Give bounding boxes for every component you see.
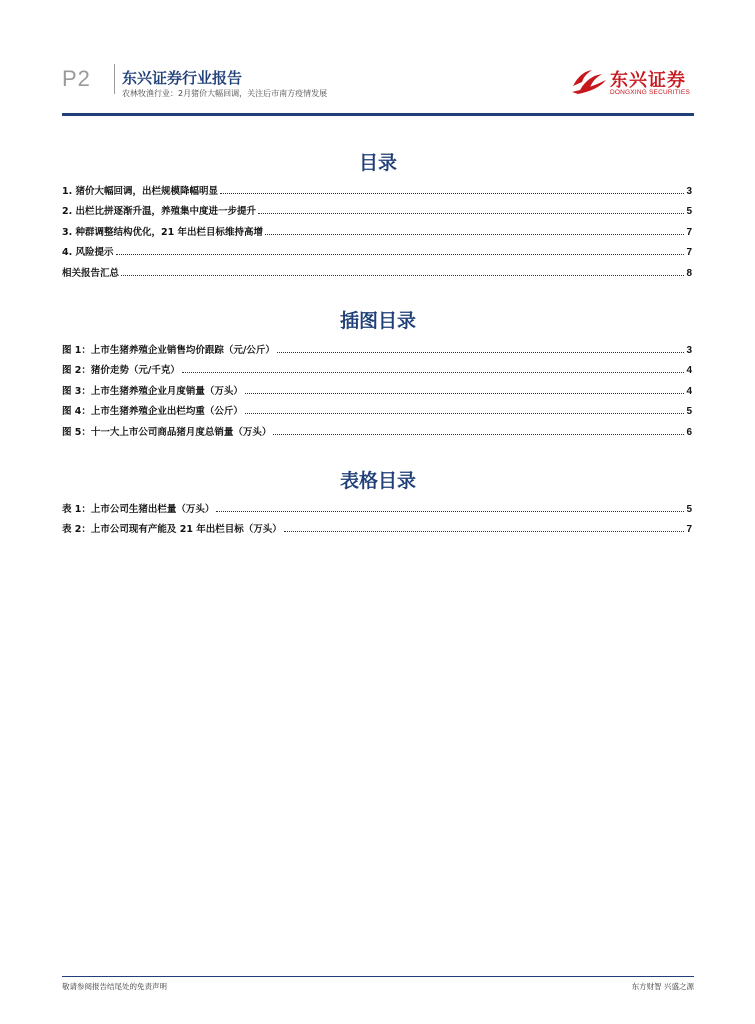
footer-disclaimer: 敬请参阅报告结尾处的免责声明 [62,982,167,991]
leader-dots [116,254,685,255]
leader-dots [182,372,685,373]
toc-entry-label: 4. 风险提示 [62,247,114,258]
figure-entry-label: 图 5：十一大上市公司商品猪月度总销量（万头） [62,426,272,438]
table-entry-page: 5 [686,503,692,515]
figure-entry-page: 6 [686,426,692,438]
footer-slogan: 东方财智 兴盛之源 [631,982,694,991]
leader-dots [121,275,684,276]
figure-entry[interactable] [62,376,692,397]
logo-subtext: DONGXING SECURITIES [610,89,691,96]
toc-entry-page: 8 [686,267,692,279]
table-entry-label: 表 2：上市公司现有产能及 21 年出栏目标（万头） [62,524,282,535]
figure-entry[interactable] [62,335,692,356]
figure-entry[interactable] [62,417,692,438]
leader-dots [284,531,685,532]
table-entry[interactable] [62,494,692,515]
figure-entry-page: 5 [686,406,692,417]
figure-entry-label: 图 4：上市生猪养殖企业出栏均重（公斤） [62,406,243,417]
table-entry[interactable] [62,515,692,536]
figure-entry-page: 4 [686,385,692,397]
tables-list [62,494,692,535]
table-entry-label: 表 1：上市公司生猪出栏量（万头） [62,503,215,515]
toc-entry-page: 5 [686,206,692,217]
leader-dots [273,434,684,435]
leader-dots [245,413,685,414]
leader-dots [216,511,684,512]
toc-entry-page: 7 [686,226,692,238]
toc-entry-page: 3 [686,185,692,197]
header-rule [62,113,694,116]
page-header [62,62,694,114]
leader-dots [220,193,684,194]
toc-entry-page: 7 [686,247,692,258]
company-logo [570,66,696,102]
header-divider [114,64,115,94]
logo-text: 东兴证券 [610,70,686,91]
toc-entry[interactable] [62,197,692,218]
toc-entry-label: 2. 出栏比拼逐渐升温，养殖集中度进一步提升 [62,206,257,217]
leader-dots [265,234,684,235]
figure-entry-label: 图 2：猪价走势（元/千克） [62,365,180,376]
toc-entry[interactable] [62,217,692,238]
figures-title: 插图目录 [339,310,416,332]
figure-entry-page: 4 [686,365,692,376]
footer-rule [62,976,694,977]
page-number: P2 [62,66,91,91]
toc-entry-label: 相关报告汇总 [62,267,120,279]
contents-title: 目录 [358,152,397,174]
toc-entry[interactable] [62,176,692,197]
toc-entry[interactable] [62,238,692,259]
logo-mark-icon [570,66,608,96]
contents-list [62,176,692,279]
figure-entry-label: 图 1：上市生猪养殖企业销售均价跟踪（元/公斤） [62,344,275,356]
report-title: 东兴证券行业报告 [122,69,243,87]
figure-entry-label: 图 3：上市生猪养殖企业月度销量（万头） [62,385,243,397]
figures-list [62,335,692,438]
table-entry-page: 7 [686,524,692,535]
figure-entry-page: 3 [686,344,692,356]
toc-entry-label: 1. 猪价大幅回调，出栏规模降幅明显 [62,185,219,197]
toc-entry-label: 3. 种群调整结构优化，21 年出栏目标维持高增 [62,226,264,238]
tables-title: 表格目录 [339,470,416,492]
report-subtitle: 农林牧渔行业：2月猪价大幅回调，关注后市南方疫情发展 [122,89,328,98]
toc-entry[interactable] [62,258,692,279]
figure-entry[interactable] [62,356,692,377]
leader-dots [277,352,685,353]
leader-dots [258,213,684,214]
leader-dots [245,393,685,394]
figure-entry[interactable] [62,397,692,418]
